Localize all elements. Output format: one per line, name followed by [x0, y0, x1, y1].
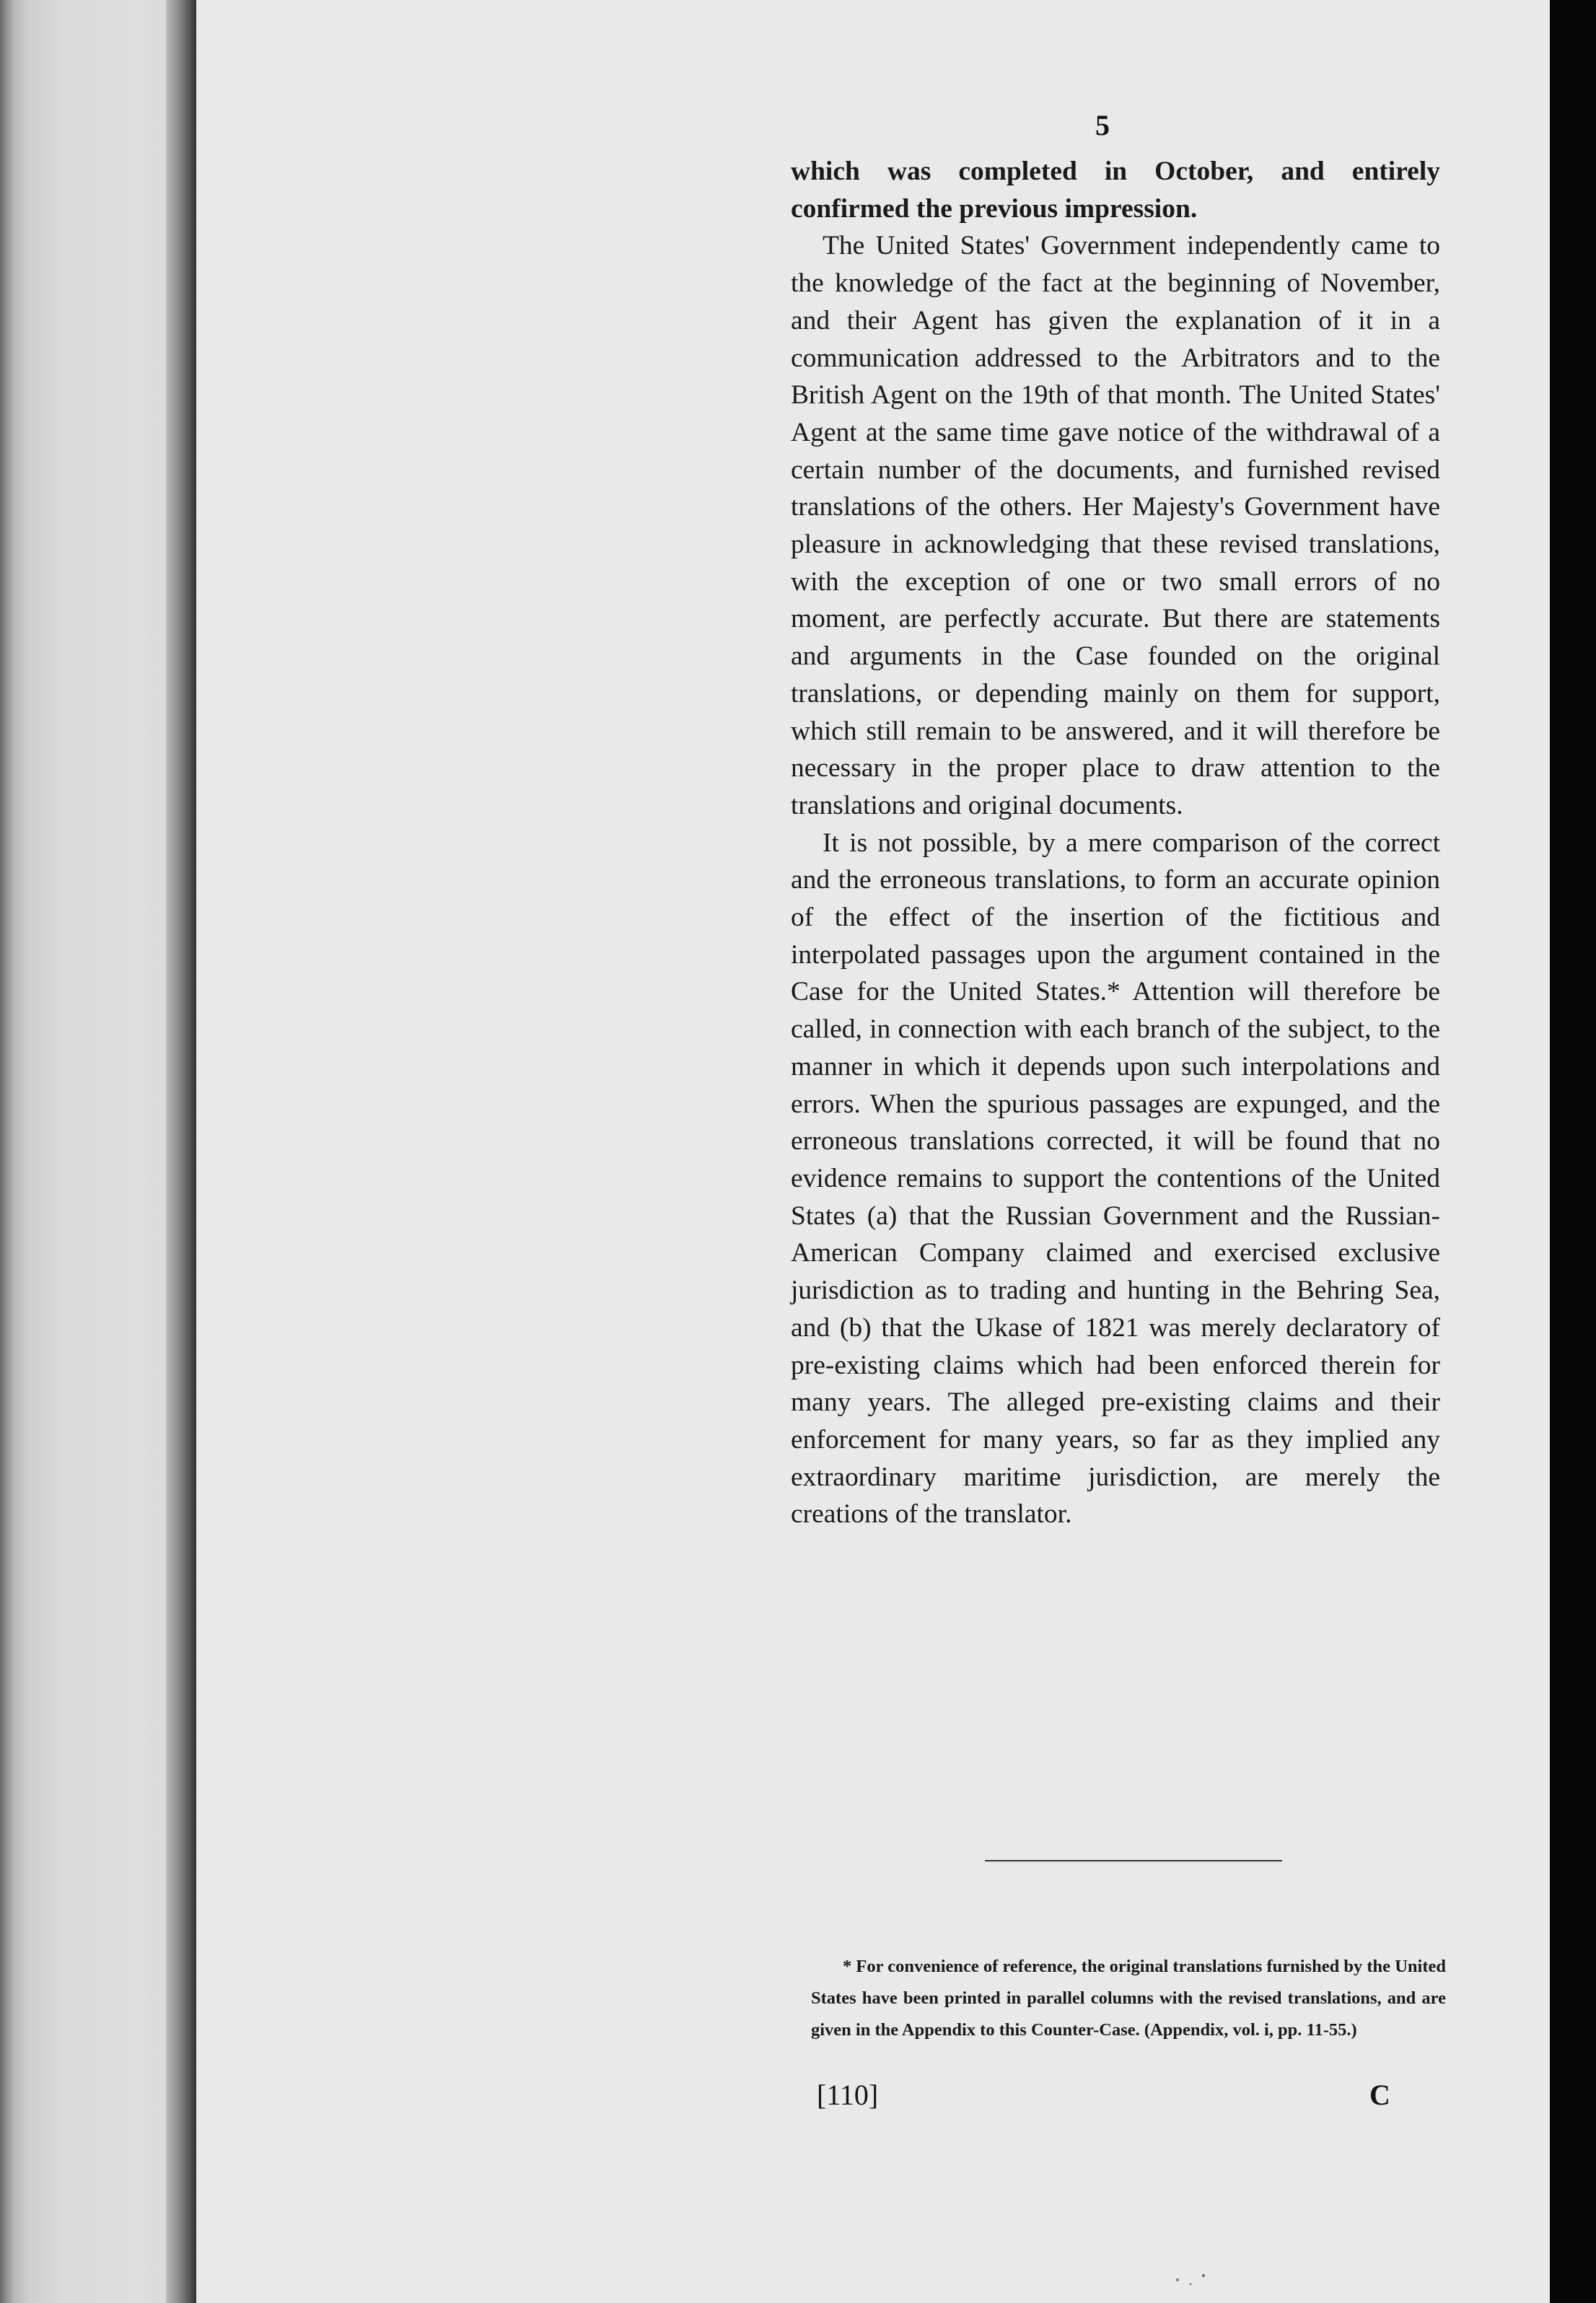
paragraph-continued: which was completed in October, and entirely confirmed the previous impression. — [791, 157, 1440, 224]
book-gutter — [166, 0, 198, 2303]
paragraph-translations: The United States' Government independently came to the knowledge of the fact at the beginning of November, and their Agent has given the explanation of it in a communication addressed to the Arbitrators and to the British Agent on the 19th of that month. The United States' Agent at the same time gave notice of the withdrawal of a certain number of the documents, and furnished revised translations of the others. Her Majesty's Government have pleasure in acknowledging that these revised translations, with the exception of one or two small errors of no moment, are perfectly accurate. But there are statements and arguments in the Case founded on the original translations, or depending mainly on them for support, which still remain to be answered, and it will therefore be necessary in the proper place to draw attention to the translations and original documents. — [791, 231, 1440, 820]
signature-letter: C — [1369, 2079, 1390, 2111]
footnote-divider — [985, 1860, 1282, 1861]
signature-mark: [110] — [817, 2079, 879, 2111]
paragraph-comparison: It is not possible, by a mere comparison of the correct and the erroneous translations, to form an accurate opinion of the effect of the insertion of the fictitious and interpolated passages upon the argument contained in the Case for the United States.* Attention will therefore be called, in connection with each branch of the subject, to the manner in which it depends upon such interpolations and errors. When the spurious passages are expunged, and the erroneous translations corrected, it will be found that no evidence remains to support the contentions of the United States (a) that the Russian Government and the Russian-American Company claimed and exercised exclusive jurisdiction as to trading and hunting in the Behring Sea, and (b) that the Ukase of 1821 was merely declaratory of pre-existing claims which had been enforced therein for many years. The alleged pre-existing claims and their enforcement for many years, so far as they implied any extraordinary maritime jurisdiction, are merely the creations of the translator. — [791, 828, 1440, 1530]
page-number: 5 — [1095, 109, 1110, 141]
body-text — [791, 153, 1440, 1533]
right-scan-border — [1550, 0, 1596, 2303]
scan-speck — [1169, 2265, 1212, 2294]
footnote: * For convenience of reference, the original translations furnished by the United States have been printed in parallel columns with the revised translations, and are given in the Appendix to this Counter-Case. (Appendix, vol. i, pp. 11-55.) — [811, 1957, 1446, 2040]
